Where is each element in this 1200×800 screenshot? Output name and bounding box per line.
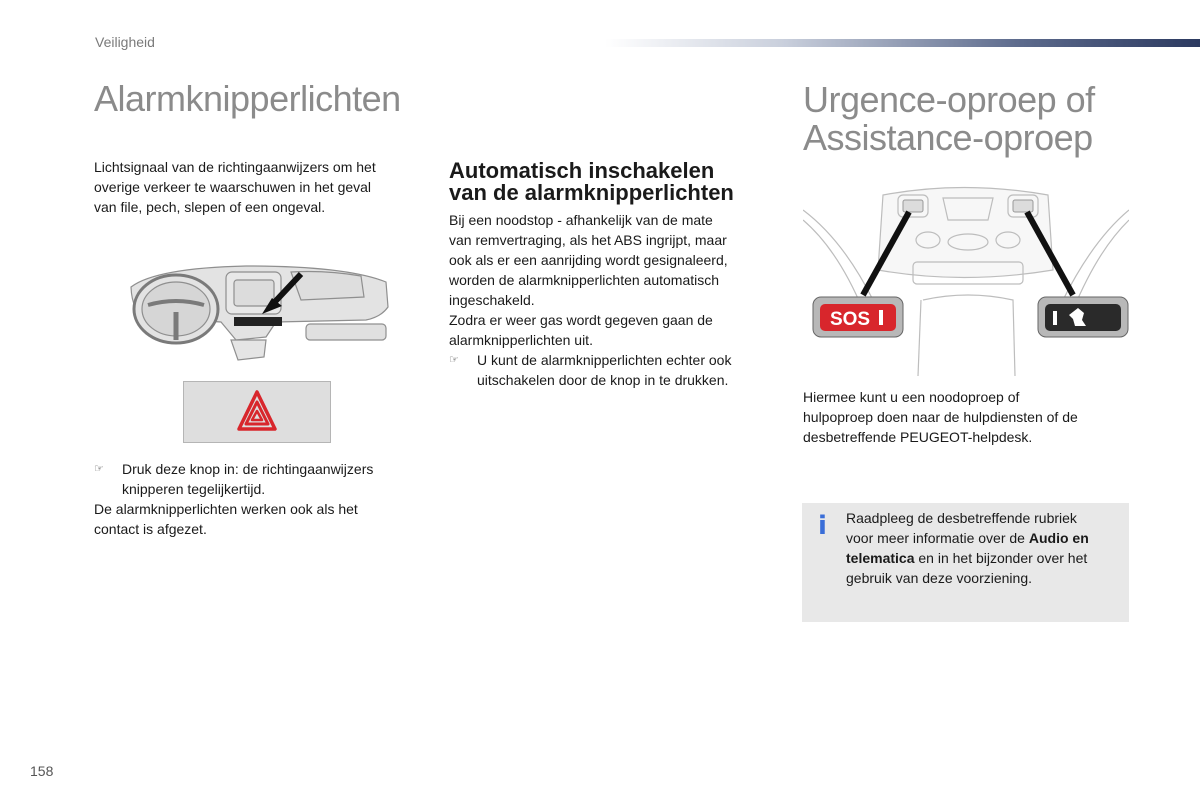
pointing-hand-icon: ☞ xyxy=(449,354,459,366)
info-icon: i xyxy=(818,511,827,541)
sos-label: SOS xyxy=(829,309,871,330)
left-note: De alarmknipperlichten werken ook als het contact is afgezet. xyxy=(94,501,358,537)
left-bullet: ☞ Druk deze knop in: de richtingaanwijzers knipperen tegelijkertijd. xyxy=(94,461,374,497)
subheading-automatic: Automatisch inschakelen van de alarmknipperlichten xyxy=(449,158,734,205)
section-label: Veiligheid xyxy=(95,34,155,50)
left-intro: Lichtsignaal van de richtingaanwijzers om het overige verkeer te waarschuwen in het geval van file, pech, slepen of een ongeval. xyxy=(94,159,376,215)
ceiling-console-illustration xyxy=(803,180,1129,376)
hazard-button-frame xyxy=(183,381,331,443)
right-body: Hiermee kunt u een noodoproep of hulpoproep doen naar de hulpdiensten of de desbetreffende PEUGEOT-helpdesk. xyxy=(803,389,1078,445)
info-box xyxy=(802,503,1129,622)
page-number: 158 xyxy=(30,763,54,779)
page-title-emergency-call: Urgence-oproep of Assistance-oproep xyxy=(803,79,1095,158)
pointing-hand-icon: ☞ xyxy=(94,463,104,475)
page-title-alarm: Alarmknipperlichten xyxy=(94,78,401,119)
dashboard-illustration xyxy=(126,262,391,372)
info-text: Raadpleeg de desbetreffende rubriek voor meer informatie over de Audio en telematica en in het bijzonder over het gebruik van deze voorziening. xyxy=(846,510,1089,586)
hazard-triangle-icon xyxy=(236,389,278,434)
middle-body: Bij een noodstop - afhankelijk van de mate van remvertraging, als het ABS ingrijpt, maar ook als er een aanrijding wordt gesignaleerd, worden de alarmknipperlichten automatisch ingeschakeld. Zodra er weer gas wordt gegeven gaan de alarmknipperlichten uit. ☞ U kunt de alarmknipperlichten echter ook uitschakelen door de knop in te drukken. xyxy=(449,212,732,388)
header-gradient-bar xyxy=(605,39,1200,47)
